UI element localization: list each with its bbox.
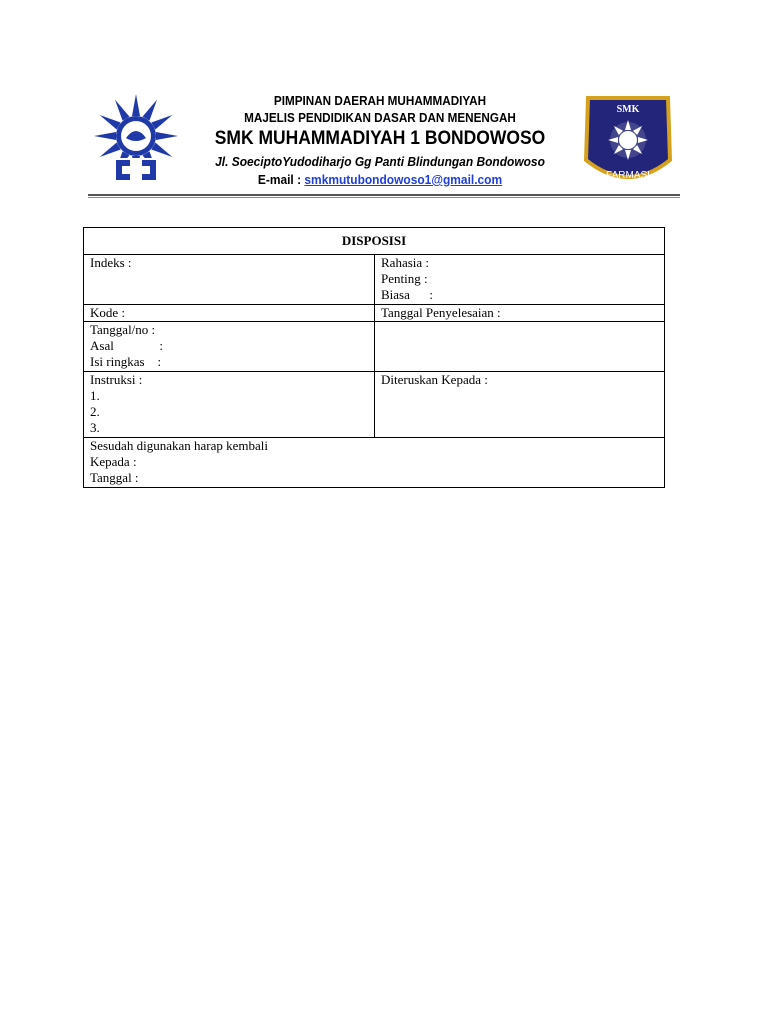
email-label: E-mail :	[257, 172, 302, 187]
kode-field[interactable]	[84, 305, 375, 322]
letterhead-text	[188, 92, 572, 189]
asal-label: Asal :	[90, 338, 163, 353]
tanggal-no-label: Tanggal/no :	[90, 322, 156, 337]
classification-field[interactable]	[375, 255, 665, 305]
council-name: MAJELIS PENDIDIKAN DASAR DAN MENENGAH	[244, 110, 516, 125]
badge-smk-text: SMK	[616, 104, 640, 115]
form-title: DISPOSISI	[84, 228, 665, 255]
muhammadiyah-logo-icon	[92, 92, 180, 184]
diteruskan-label: Diteruskan Kepada :	[381, 372, 488, 387]
email-line	[203, 171, 556, 189]
indeks-label: Indeks :	[90, 255, 132, 270]
badge-farmasi-text: FARMASI	[606, 170, 650, 181]
instruksi-item-2: 2.	[90, 404, 100, 419]
instruksi-item-3: 3.	[90, 420, 100, 435]
instruksi-field[interactable]	[84, 372, 375, 438]
organization-name: PIMPINAN DAERAH MUHAMMADIYAH	[273, 93, 487, 108]
indeks-field[interactable]	[84, 255, 375, 305]
disposition-form-table	[83, 227, 665, 488]
isi-ringkas-label: Isi ringkas :	[90, 354, 162, 369]
sesudah-label: Sesudah digunakan harap kembali	[90, 438, 268, 453]
instruksi-label: Instruksi :	[90, 372, 143, 387]
email-link[interactable]: smkmutubondowoso1@gmail.com	[304, 172, 503, 187]
rahasia-label: Rahasia :	[381, 255, 430, 270]
school-name: SMK MUHAMMADIYAH 1 BONDOWOSO	[214, 128, 546, 149]
instruksi-item-1: 1.	[90, 388, 100, 403]
header-rule-thick	[88, 194, 680, 196]
school-address: Jl. SoeciptoYudodiharjo Gg Panti Blindungan Bondowoso	[215, 154, 545, 169]
tanggal-label: Tanggal :	[90, 470, 139, 485]
kepada-label: Kepada :	[90, 454, 137, 469]
letter-info-field[interactable]	[84, 322, 375, 372]
smk-farmasi-badge-icon	[578, 90, 678, 190]
penting-label: Penting :	[381, 271, 428, 286]
kode-label: Kode :	[90, 305, 126, 320]
empty-field[interactable]	[375, 322, 665, 372]
diteruskan-field[interactable]	[375, 372, 665, 438]
return-field[interactable]	[84, 438, 665, 488]
tanggal-penyelesaian-label: Tanggal Penyelesaian :	[381, 305, 501, 320]
header-rule-thin	[88, 197, 680, 198]
biasa-label: Biasa :	[381, 287, 433, 302]
tanggal-penyelesaian-field[interactable]	[375, 305, 665, 322]
letterhead	[88, 88, 680, 198]
